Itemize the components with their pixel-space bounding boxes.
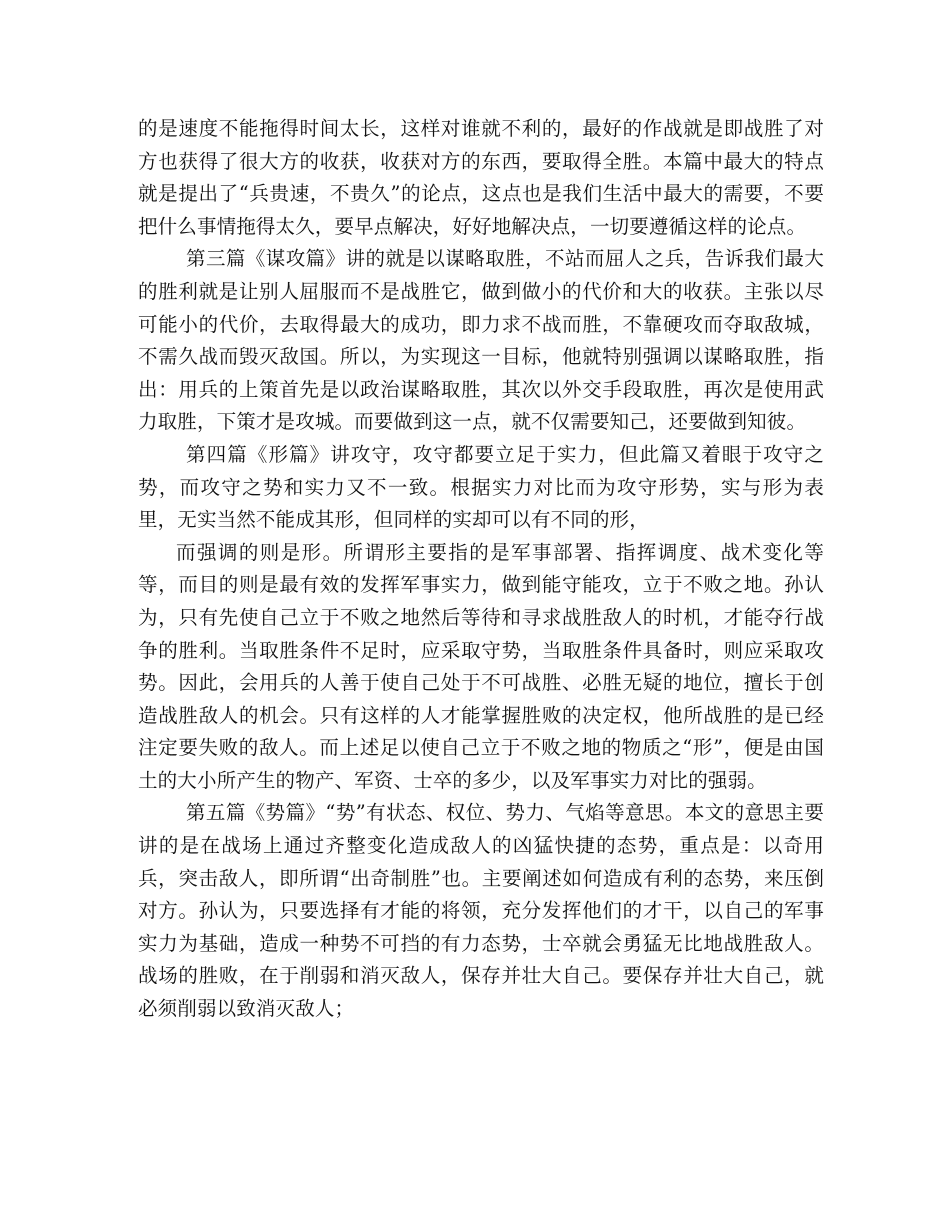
paragraph-fifth-chapter: 第五篇《势篇》“势”有状态、权位、势力、气焰等意思。本文的意思主要讲的是在战场上通过齐整变化造成敌人的凶猛快捷的态势，重点是：以奇用兵，突击敌人，即所谓“出奇制胜”也。主要阐述如何造成有利的态势，来压倒对方。孙认为，只要选择有才能的将领，充分发挥他们的才干，以自己的军事实力为基础，造成一种势不可挡的有力态势，士卒就会勇猛无比地战胜敌人。战场的胜败，在于削弱和消灭敌人，保存并壮大自己。要保存并壮大自己，就必须削弱以致消灭敌人；: [138, 801, 824, 1021]
paragraph-fourth-chapter: 第四篇《形篇》讲攻守，攻守都要立足于实力，但此篇又着眼于攻守之势，而攻守之势和实力又不一致。根据实力对比而为攻守形势，实与形为表里，无实当然不能成其形，但同样的实却可以有不同的形，: [138, 442, 824, 532]
paragraph-continuation: 的是速度不能拖得时间太长，这样对谁就不利的，最好的作战就是即战胜了对方也获得了很大方的收获，收获对方的东西，要取得全胜。本篇中最大的特点就是提出了“兵贵速，不贵久”的论点，这点也是我们生活中最大的需要，不要把什么事情拖得太久，要早点解决，好好地解决点，一切要遵循这样的论点。: [138, 117, 824, 238]
paragraph-third-chapter: 第三篇《谋攻篇》讲的就是以谋略取胜，不站而屈人之兵，告诉我们最大的胜利就是让别人屈服而不是战胜它，做到做小的代价和大的收获。主张以尽可能小的代价，去取得最大的成功，即力求不战而胜，不靠硬攻而夺取敌城，不需久战而毁灭敌国。所以，为实现这一目标，他就特别强调以谋略取胜，指出：用兵的上策首先是以政治谋略取胜，其次以外交手段取胜，再次是使用武力取胜，下策才是攻城。而要做到这一点，就不仅需要知己，还要做到知彼。: [138, 247, 824, 434]
document-body: [138, 113, 824, 1026]
paragraph-form-explanation: 而强调的则是形。所谓形主要指的是军事部署、指挥调度、战术变化等等，而目的则是最有效的发挥军事实力，做到能守能攻，立于不败之地。孙认为，只有先使自己立于不败之地然后等待和寻求战胜敌人的时机，才能夺行战争的胜利。当取胜条件不足时，应采取守势，当取胜条件具备时，则应采取攻势。因此，会用兵的人善于使自己处于不可战胜、必胜无疑的地位，擅长于创造战胜敌人的机会。只有这样的人才能掌握胜败的决定权，他所战胜的是已经注定要失败的敌人。而上述足以使自己立于不败之地的物质之“形”，便是由国土的大小所产生的物产、军资、士卒的多少，以及军事实力对比的强弱。: [138, 540, 824, 792]
